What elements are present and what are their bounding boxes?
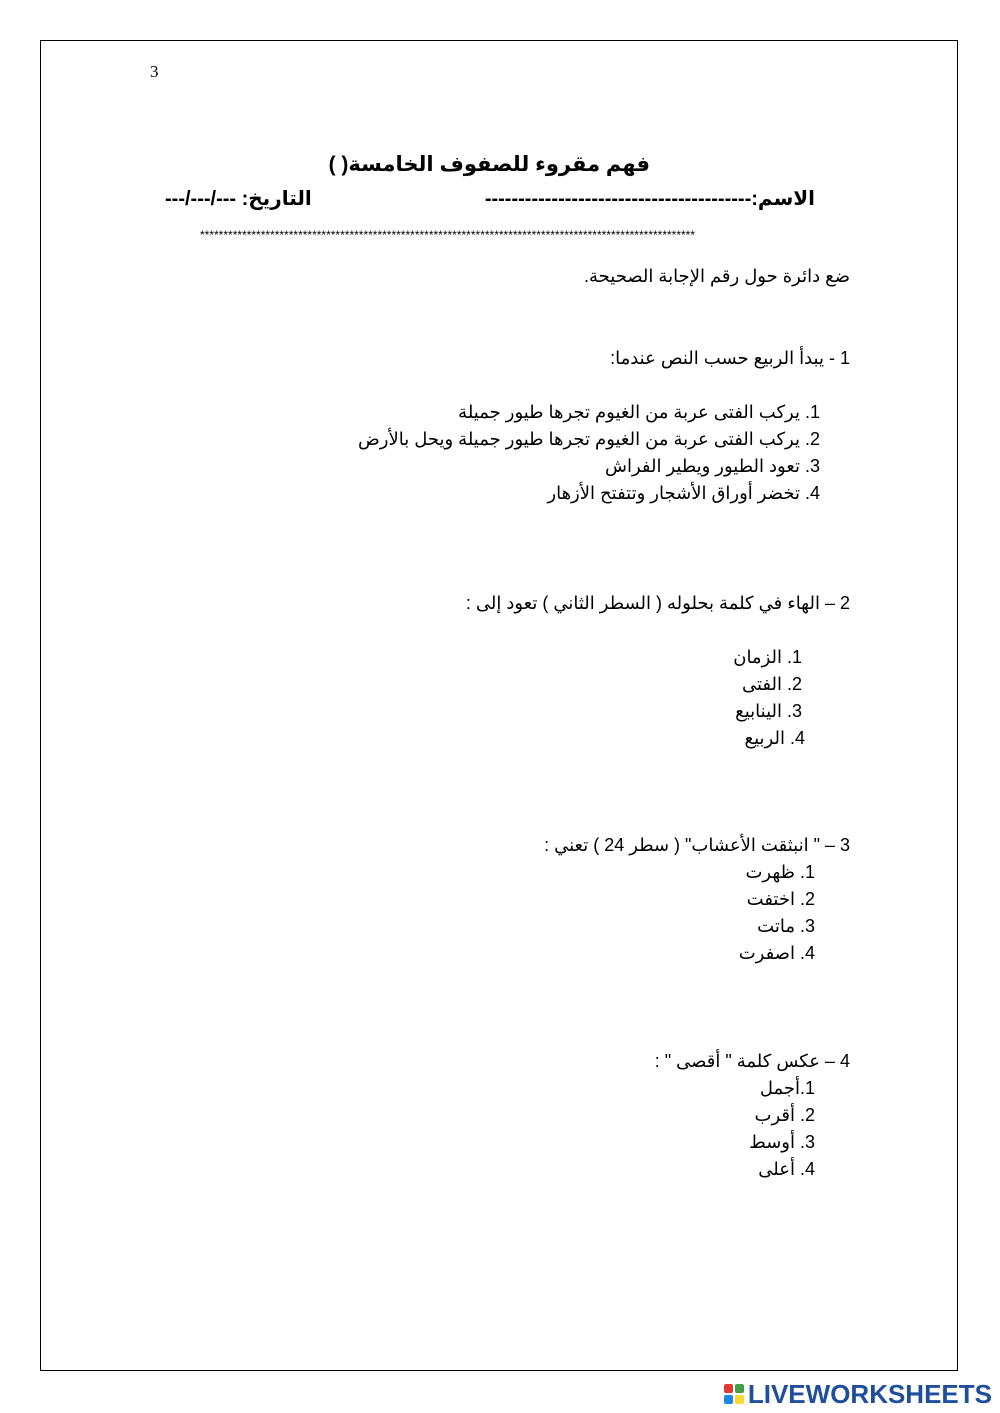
question-2-option-3[interactable]: 3. الينابيع	[735, 701, 802, 721]
instruction-text: ضع دائرة حول رقم الإجابة الصحيحة.	[584, 266, 850, 286]
question-3: 3 – " انبثقت الأعشاب" ( سطر 24 ) تعني :	[544, 835, 850, 855]
logo-square-blue	[724, 1395, 733, 1404]
question-1-option-2[interactable]: 2. يركب الفتى عربة من الغيوم تجرها طيور جميلة ويحل بالأرض	[358, 429, 820, 449]
question-4-option-1[interactable]: 1.أجمل	[759, 1078, 815, 1098]
question-2-option-2[interactable]: 2. الفتى	[741, 674, 802, 694]
question-2-option-1[interactable]: 1. الزمان	[733, 647, 802, 667]
question-4-option-4[interactable]: 4. أعلى	[758, 1159, 815, 1179]
separator-line: **********************************************************************************************************	[200, 228, 696, 242]
question-2-option-4[interactable]: 4. الربيع	[744, 728, 805, 748]
question-4: 4 – عكس كلمة " أقصى " :	[654, 1051, 850, 1071]
question-1-option-1[interactable]: 1. يركب الفتى عربة من الغيوم تجرها طيور جميلة	[458, 402, 820, 422]
worksheet-title: فهم مقروء للصفوف الخامسة( )	[328, 153, 650, 176]
date-field-label: التاريخ: ---/---/---	[165, 188, 312, 210]
name-field-label: الاسم:----------------------------------------	[484, 188, 815, 210]
question-1: 1 - يبدأ الربيع حسب النص عندما:	[610, 348, 850, 368]
question-4-option-2[interactable]: 2. أقرب	[754, 1105, 815, 1125]
question-4-option-3[interactable]: 3. أوسط	[749, 1132, 815, 1152]
question-1-option-4[interactable]: 4. تخضر أوراق الأشجار وتتفتح الأزهار	[547, 483, 820, 503]
question-2: 2 – الهاء في كلمة بحلوله ( السطر الثاني ) تعود إلى :	[465, 593, 850, 613]
question-1-option-3[interactable]: 3. تعود الطيور ويطير الفراش	[604, 456, 820, 476]
question-3-option-2[interactable]: 2. اختفت	[746, 889, 815, 909]
logo-square-yellow	[735, 1395, 744, 1404]
logo-square-green	[735, 1384, 744, 1393]
logo-grid-icon	[724, 1384, 744, 1404]
page-number: 3	[150, 62, 159, 81]
question-3-option-4[interactable]: 4. اصفرت	[738, 943, 815, 963]
question-3-option-1[interactable]: 1. ظهرت	[745, 862, 815, 882]
brand-name: LIVEWORKSHEETS	[747, 1378, 992, 1409]
liveworksheets-logo[interactable]	[724, 1380, 992, 1408]
logo-square-red	[724, 1384, 733, 1393]
question-3-option-3[interactable]: 3. ماتت	[757, 916, 815, 936]
